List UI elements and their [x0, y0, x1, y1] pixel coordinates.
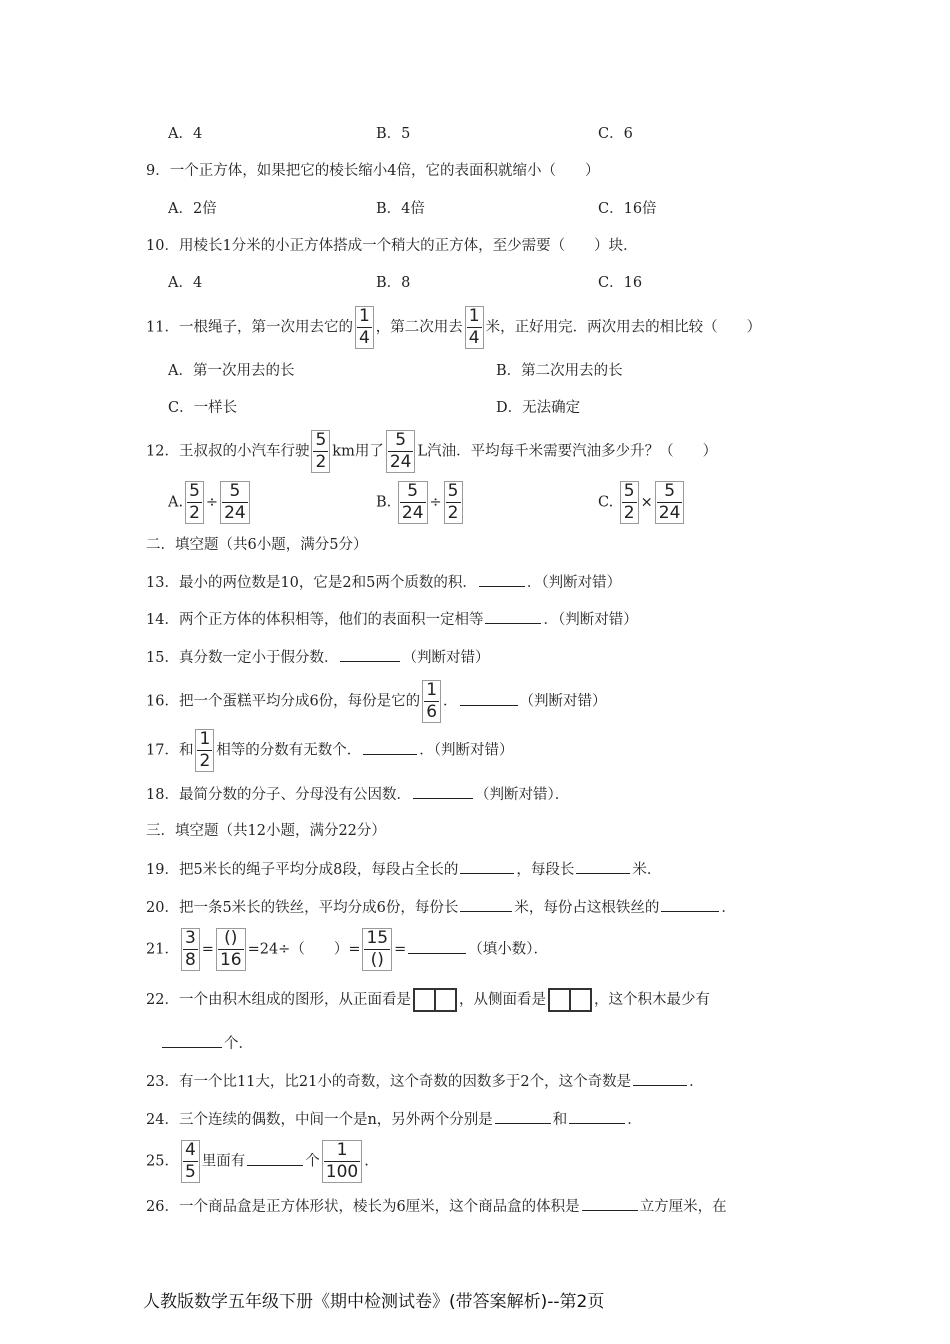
- q12-option-b: B. $\frac{5}{24}$ ÷ $\frac{5}{2}$: [376, 481, 465, 524]
- q11-option-c: C．一样长: [168, 400, 238, 416]
- fraction: $\frac{()}{16}$: [216, 928, 246, 971]
- q11-option-b: B．第二次用去的长: [496, 363, 623, 379]
- q11-part2: ，第二次用去: [375, 319, 463, 336]
- fraction: $\frac{4}{5}$: [181, 1140, 200, 1183]
- answer-blank[interactable]: [247, 1151, 303, 1166]
- q10-option-a: A．4: [168, 275, 203, 291]
- answer-blank[interactable]: [408, 939, 466, 954]
- fraction: $\frac{5}{24}$: [655, 481, 685, 524]
- front-view-squares: [413, 988, 457, 1012]
- fraction: $\frac{1}{100}$: [322, 1140, 362, 1183]
- fraction: $\frac{5}{2}$: [620, 481, 639, 524]
- answer-blank[interactable]: [576, 859, 630, 874]
- q14-text: 14．两个正方体的体积相等，他们的表面积一定相等 ．（判断对错）: [146, 609, 638, 630]
- q11-option-a: A．第一次用去的长: [168, 363, 295, 379]
- q8-option-c: C．6: [598, 126, 633, 142]
- fraction: $\frac{5}{2}$: [185, 481, 204, 524]
- q20-text: 20．把一条5米长的铁丝，平均分成6份，每份长 米，每份占这根铁丝的 ．: [146, 897, 736, 918]
- q12-text: 12．王叔叔的小汽车行驶 $\frac{5}{2}$ km用了 $\frac{5}{24}$ L汽油．平均每千米需要汽油多少升？（ ）: [146, 430, 718, 472]
- answer-blank[interactable]: [460, 859, 514, 874]
- q22-text: 22．一个由积木组成的图形，从正面看是 ，从侧面看是 ，这个积木最少有: [146, 988, 710, 1012]
- answer-blank[interactable]: [582, 1196, 638, 1211]
- section-heading: 二．填空题（共6小题，满分5分）: [146, 537, 368, 553]
- fraction: $\frac{5}{24}$: [220, 481, 250, 524]
- section-heading: 三．填空题（共12小题，满分22分）: [146, 823, 386, 839]
- q16-text: 16．把一个蛋糕平均分成6份，每份是它的 $\frac{1}{6}$ ． （判断对错）: [146, 680, 607, 722]
- q10-option-c: C．16: [598, 275, 643, 291]
- fraction: $\frac{5}{24}$: [398, 481, 428, 524]
- q23-text: 23．有一个比11大，比21小的奇数，这个奇数的因数多于2个，这个奇数是 ．: [146, 1071, 704, 1092]
- answer-blank[interactable]: [363, 740, 417, 755]
- fraction: $\frac{1}{6}$: [422, 680, 441, 723]
- fraction: $\frac{5}{2}$: [444, 481, 463, 524]
- q19-text: 19．把5米长的绳子平均分成8段，每段占全长的 ，每段长 米．: [146, 859, 661, 880]
- fraction: $\frac{1}{2}$: [195, 729, 214, 772]
- q15-text: 15．真分数一定小于假分数． （判断对错）: [146, 647, 489, 668]
- answer-blank[interactable]: [569, 1109, 625, 1124]
- answer-blank[interactable]: [162, 1033, 222, 1048]
- answer-blank[interactable]: [460, 691, 518, 706]
- q10-text: 10．用棱长1分米的小正方体搭成一个稍大的正方体，至少需要（ ）块．: [146, 238, 638, 254]
- q17-text: 17．和 $\frac{1}{2}$ 相等的分数有无数个． ．（判断对错）: [146, 729, 514, 771]
- q9-option-a: A．2倍: [168, 201, 217, 217]
- answer-blank[interactable]: [413, 784, 473, 799]
- q10-option-b: B．8: [376, 275, 411, 291]
- answer-blank[interactable]: [479, 572, 525, 587]
- q25-text: 25． $\frac{4}{5}$ 里面有 个 $\frac{1}{100}$ .: [146, 1140, 369, 1182]
- answer-blank[interactable]: [633, 1071, 687, 1086]
- answer-blank[interactable]: [340, 647, 400, 662]
- q12-option-a: A. $\frac{5}{2}$ ÷ $\frac{5}{24}$: [168, 481, 252, 524]
- q9-text: 9．一个正方体，如果把它的棱长缩小4倍，它的表面积就缩小（ ）: [146, 163, 600, 179]
- fraction: $\frac{3}{8}$: [181, 928, 200, 971]
- q11-part1: 11．一根绳子，第一次用去它的: [146, 319, 353, 336]
- fraction: $\frac{5}{2}$: [311, 430, 330, 473]
- q9-option-b: B．4倍: [376, 201, 425, 217]
- q13-text: 13．最小的两位数是10，它是2和5两个质数的积． ．（判断对错）: [146, 572, 621, 593]
- q9-option-c: C．16倍: [598, 201, 657, 217]
- answer-blank[interactable]: [495, 1109, 551, 1124]
- fraction: $\frac{15}{()}$: [362, 928, 392, 971]
- fraction: $\frac{5}{24}$: [386, 430, 416, 473]
- q21-text: 21． $\frac{3}{8}$ = $\frac{()}{16}$ =24÷（ ）= $\frac{15}{()}$ = （填小数）．: [146, 928, 549, 970]
- q8-option-a: A．4: [168, 126, 203, 142]
- q11-option-d: D．无法确定: [496, 400, 581, 416]
- q26-text: 26．一个商品盒是正方体形状，棱长为6厘米，这个商品盒的体积是 立方厘米，在: [146, 1196, 727, 1217]
- answer-blank[interactable]: [485, 609, 541, 624]
- page-footer: 人教版数学五年级下册《期中检测试卷》(带答案解析)--第2页: [143, 1292, 605, 1312]
- q18-text: 18．最简分数的分子、分母没有公因数． （判断对错）．: [146, 784, 569, 805]
- q24-text: 24．三个连续的偶数，中间一个是n，另外两个分别是 和 ．: [146, 1109, 642, 1130]
- q8-option-b: B．5: [376, 126, 411, 142]
- q11-part3: 米，正好用完．两次用去的相比较（ ）: [485, 319, 762, 336]
- q22-continuation: 个．: [160, 1033, 253, 1054]
- fraction: $\frac{1}{4}$: [355, 306, 374, 349]
- q11-text: [146, 306, 761, 349]
- answer-blank[interactable]: [661, 897, 719, 912]
- q12-option-c: C. $\frac{5}{2}$ × $\frac{5}{24}$: [598, 481, 686, 524]
- answer-blank[interactable]: [460, 897, 512, 912]
- side-view-squares: [548, 988, 592, 1012]
- fraction: $\frac{1}{4}$: [465, 306, 484, 349]
